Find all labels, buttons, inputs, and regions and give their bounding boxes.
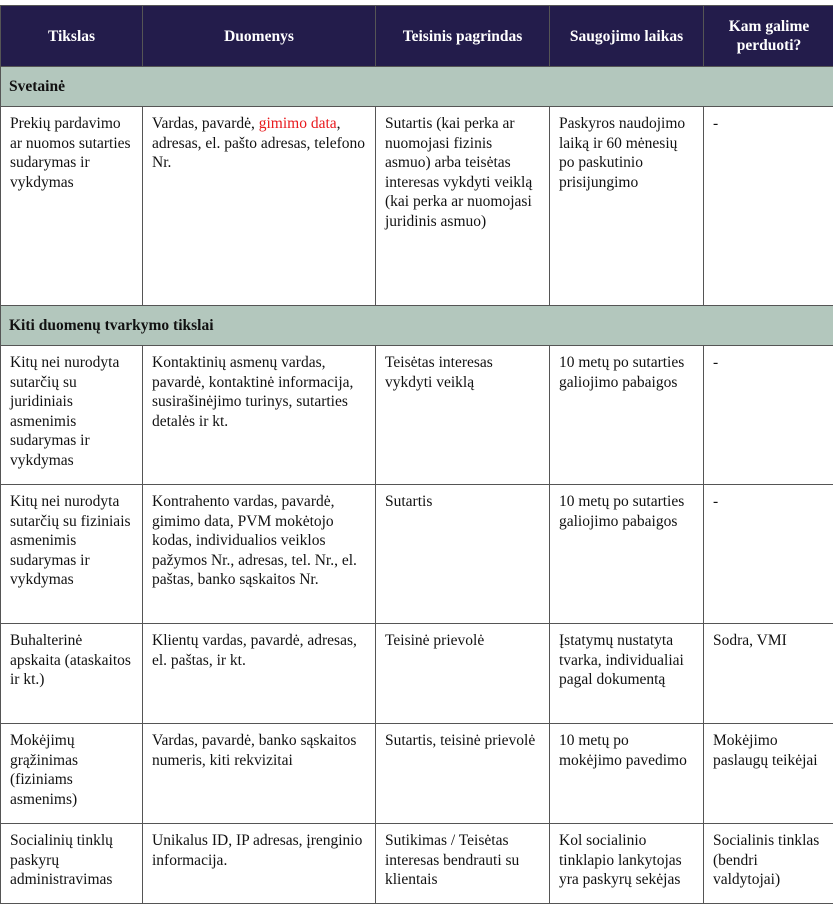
cell-data: Kontrahento vardas, pavardė, gimimo data, PVM mokėtojo kodas, individualios veiklos pažymos Nr., adresas, tel. Nr., el. paštas, banko sąskaitos Nr.: [143, 485, 376, 624]
cell-retention: Kol socialinio tinklapio lankytojas yra paskyrų sekėjas: [550, 824, 704, 904]
table-row: [1, 824, 833, 904]
cell-data: Vardas, pavardė, banko sąskaitos numeris, kiti rekvizitai: [143, 724, 376, 824]
cell-recipients: -: [704, 346, 833, 485]
cell-retention: 10 metų po sutarties galiojimo pabaigos: [550, 485, 704, 624]
table-row: [1, 724, 833, 824]
table-header-row: [1, 6, 833, 67]
cell-legal-basis: Teisinė prievolė: [376, 624, 550, 724]
cell-data: Unikalus ID, IP adresas, įrenginio informacija.: [143, 824, 376, 904]
cell-purpose: Mokėjimų grąžinimas (fiziniams asmenims): [1, 724, 143, 824]
cell-legal-basis: Sutartis (kai perka ar nuomojasi fizinis asmuo) arba teisėtas interesas vykdyti veiklą (kai perka ar nuomojasi juridinis asmuo): [376, 107, 550, 306]
table-row: [1, 485, 833, 624]
header-purpose: Tikslas: [1, 6, 143, 67]
highlighted-text: gimimo data: [259, 115, 337, 132]
table-row: [1, 346, 833, 485]
cell-recipients: Mokėjimo paslaugų teikėjai: [704, 724, 833, 824]
cell-recipients: -: [704, 485, 833, 624]
header-retention: Saugojimo laikas: [550, 6, 704, 67]
cell-legal-basis: Sutartis: [376, 485, 550, 624]
cell-data: Kontaktinių asmenų vardas, pavardė, kontaktinė informacija, susirašinėjimo turinys, sutarties detalės ir kt.: [143, 346, 376, 485]
cell-data-text: Vardas, pavardė,: [152, 115, 259, 132]
cell-legal-basis: Sutartis, teisinė prievolė: [376, 724, 550, 824]
cell-purpose: Kitų nei nurodyta sutarčių su fiziniais asmenimis sudarymas ir vykdymas: [1, 485, 143, 624]
header-data: Duomenys: [143, 6, 376, 67]
section-row-website: [1, 67, 833, 107]
section-title: Kiti duomenų tvarkymo tikslai: [1, 306, 833, 346]
cell-recipients: Socialinis tinklas (bendri valdytojai): [704, 824, 833, 904]
cell-retention: Paskyros naudojimo laiką ir 60 mėnesių po paskutinio prisijungimo: [550, 107, 704, 306]
header-legal-basis: Teisinis pagrindas: [376, 6, 550, 67]
cell-data-text: , adresas, el. pašto adresas, telefono Nr.: [152, 115, 365, 171]
section-title: Svetainė: [1, 67, 833, 107]
cell-data: [143, 107, 376, 306]
cell-retention: 10 metų po sutarties galiojimo pabaigos: [550, 346, 704, 485]
cell-purpose: Kitų nei nurodyta sutarčių su juridiniais asmenimis sudarymas ir vykdymas: [1, 346, 143, 485]
cell-retention: Įstatymų nustatyta tvarka, individualiai pagal dokumentą: [550, 624, 704, 724]
cell-recipients: Sodra, VMI: [704, 624, 833, 724]
data-processing-table: [0, 5, 833, 904]
cell-purpose: Prekių pardavimo ar nuomos sutarties sudarymas ir vykdymas: [1, 107, 143, 306]
cell-purpose: Buhalterinė apskaita (ataskaitos ir kt.): [1, 624, 143, 724]
section-row-other: [1, 306, 833, 346]
cell-legal-basis: Sutikimas / Teisėtas interesas bendrauti su klientais: [376, 824, 550, 904]
cell-retention: 10 metų po mokėjimo pavedimo: [550, 724, 704, 824]
cell-legal-basis: Teisėtas interesas vykdyti veiklą: [376, 346, 550, 485]
cell-data: Klientų vardas, pavardė, adresas, el. paštas, ir kt.: [143, 624, 376, 724]
table-row: [1, 107, 833, 306]
cell-purpose: Socialinių tinklų paskyrų administravimas: [1, 824, 143, 904]
header-recipients: Kam galime perduoti?: [704, 6, 833, 67]
cell-recipients: -: [704, 107, 833, 306]
table-row: [1, 624, 833, 724]
